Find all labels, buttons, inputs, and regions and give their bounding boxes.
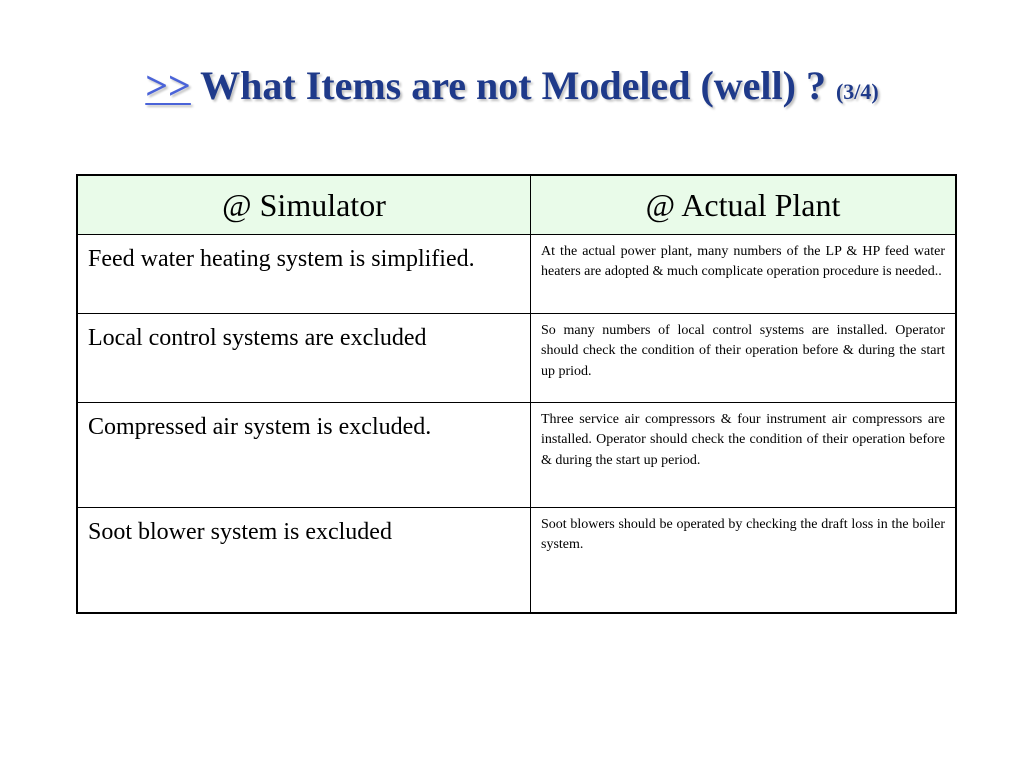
simulator-cell: Feed water heating system is simplified. <box>77 235 531 314</box>
table-row <box>77 314 956 403</box>
table-header-row <box>77 175 956 235</box>
simulator-cell: Soot blower system is excluded <box>77 508 531 614</box>
table-row <box>77 235 956 314</box>
comparison-table <box>76 174 957 614</box>
title-text: What Items are not Modeled (well) ? <box>200 63 826 108</box>
simulator-cell: Compressed air system is excluded. <box>77 403 531 508</box>
nav-link[interactable]: >> <box>145 63 191 108</box>
actual-plant-cell: So many numbers of local control systems are installed. Operator should check the condition of their operation before & during the start up priod. <box>531 314 957 403</box>
actual-plant-cell: At the actual power plant, many numbers of the LP & HP feed water heaters are adopted & much complicate operation procedure is needed.. <box>531 235 957 314</box>
table-row <box>77 403 956 508</box>
header-simulator: @ Simulator <box>77 175 531 235</box>
actual-plant-cell: Soot blowers should be operated by checking the draft loss in the boiler system. <box>531 508 957 614</box>
table-row <box>77 508 956 614</box>
page-title <box>0 64 1024 108</box>
header-actual-plant: @ Actual Plant <box>531 175 957 235</box>
page-indicator: (3/4) <box>835 79 879 104</box>
actual-plant-cell: Three service air compressors & four instrument air compressors are installed. Operator should check the condition of their operation before & during the start up period. <box>531 403 957 508</box>
simulator-cell: Local control systems are excluded <box>77 314 531 403</box>
